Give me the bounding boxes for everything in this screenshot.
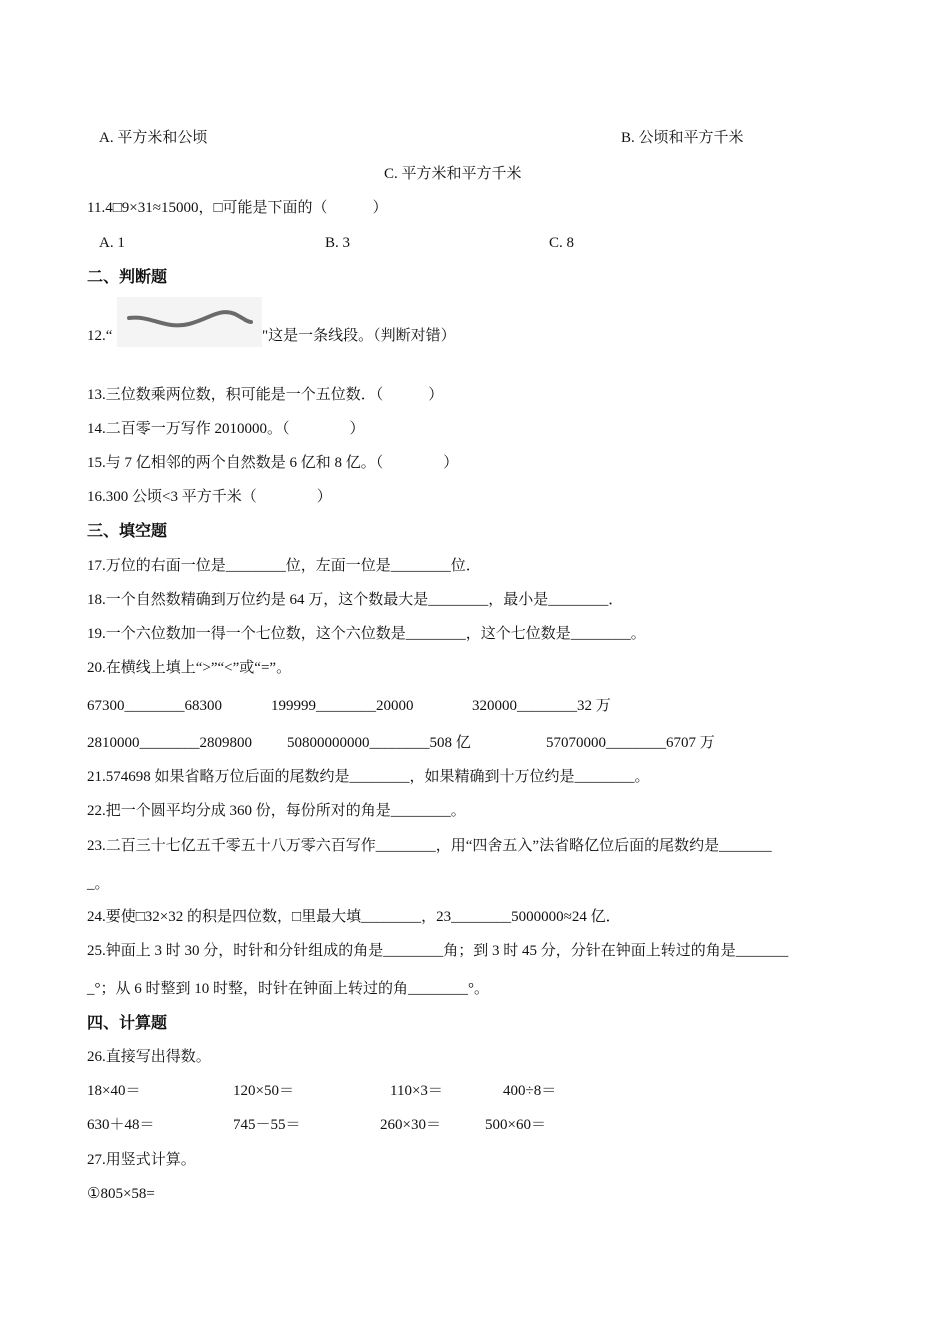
- q26-item: 630＋48＝: [87, 1117, 155, 1133]
- q22-text: 22.把一个圆平均分成 360 份，每份所对的角是________。: [87, 803, 466, 819]
- q11-text: 11.4□9×31≈15000，□可能是下面的（ ）: [87, 200, 388, 216]
- q26-item: 500×60＝: [485, 1117, 546, 1133]
- q20-item: 320000________32 万: [472, 698, 611, 714]
- q26-item: 260×30＝: [380, 1117, 441, 1133]
- q26-item: 745－55＝: [233, 1117, 301, 1133]
- q26-item: 18×40＝: [87, 1083, 141, 1099]
- q24-text: 24.要使□32×32 的积是四位数，□里最大填________，23________5000000≈24 亿．: [87, 909, 621, 925]
- q25-text-line2: _°；从 6 时整到 10 时整，时针在钟面上转过的角________°。: [87, 981, 489, 997]
- q14-text: 14.二百零一万写作 2010000。（ ）: [87, 421, 365, 437]
- q20-item: 199999________20000: [271, 698, 414, 714]
- q18-text: 18.一个自然数精确到万位约是 64 万，这个数最大是________，最小是________．: [87, 592, 624, 608]
- q10-option-a: A. 平方米和公顷: [99, 130, 208, 146]
- q27-problem-1: ①805×58=: [87, 1186, 155, 1202]
- q21-text: 21.574698 如果省略万位后面的尾数约是________，如果精确到十万位约是________。: [87, 769, 650, 785]
- q23-text-line1: 23.二百三十七亿五千零五十八万零六百写作________，用“四舍五入”法省略亿位后面的尾数约是_______: [87, 838, 772, 854]
- section-2-heading: 二、判断题: [87, 267, 168, 286]
- q17-text: 17.万位的右面一位是________位，左面一位是________位．: [87, 558, 481, 574]
- q15-text: 15.与 7 亿相邻的两个自然数是 6 亿和 8 亿。（ ）: [87, 455, 459, 471]
- q13-text: 13.三位数乘两位数，积可能是一个五位数．（ ）: [87, 387, 444, 403]
- q10-option-b: B. 公顷和平方千米: [621, 130, 744, 146]
- section-4-heading: 四、计算题: [87, 1013, 168, 1032]
- q12-text: "这是一条线段。（判断对错）: [262, 328, 456, 344]
- q20-item: 2810000________2809800: [87, 735, 252, 751]
- q26-item: 400÷8＝: [503, 1083, 557, 1099]
- q23-text-line2: _。: [87, 876, 110, 892]
- q26-item: 120×50＝: [233, 1083, 294, 1099]
- q27-text: 27.用竖式计算。: [87, 1152, 196, 1168]
- q26-item: 110×3＝: [390, 1083, 443, 1099]
- wavy-line-drawing: [117, 297, 262, 347]
- q20-item: 57070000________6707 万: [546, 735, 715, 751]
- q12-prefix: 12.“: [87, 328, 113, 344]
- q11-option-c: C. 8: [549, 235, 575, 251]
- q20-item: 67300________68300: [87, 698, 222, 714]
- q11-option-a: A. 1: [99, 235, 125, 251]
- q20-text: 20.在横线上填上“>”“<”或“=”。: [87, 660, 292, 676]
- wavy-line-image: [117, 297, 262, 347]
- q10-option-c: C. 平方米和平方千米: [384, 166, 522, 182]
- q26-text: 26.直接写出得数。: [87, 1049, 211, 1065]
- q19-text: 19.一个六位数加一得一个七位数，这个六位数是________，这个七位数是________。: [87, 626, 646, 642]
- section-3-heading: 三、填空题: [87, 521, 168, 540]
- q11-option-b: B. 3: [325, 235, 351, 251]
- q16-text: 16.300 公顷<3 平方千米（ ）: [87, 489, 332, 505]
- q20-item: 50800000000________508 亿: [287, 735, 471, 751]
- q25-text-line1: 25.钟面上 3 时 30 分，时针和分针组成的角是________角；到 3 时 45 分，分针在钟面上转过的角是_______: [87, 943, 789, 959]
